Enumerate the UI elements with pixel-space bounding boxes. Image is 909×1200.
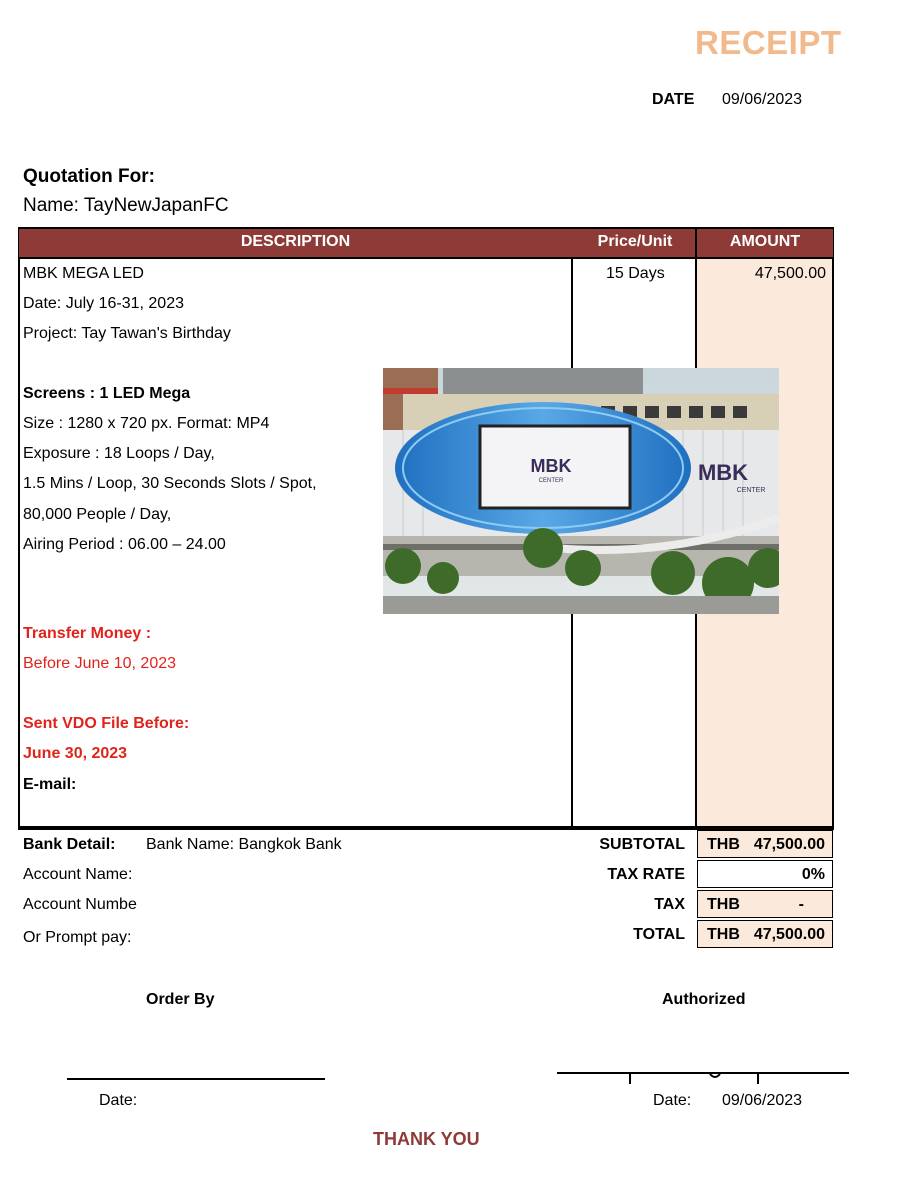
tax-currency: THB [707, 896, 740, 913]
date-label: DATE [652, 91, 695, 108]
account-number-label: Account Numbe [23, 896, 137, 913]
receipt-title: RECEIPT [695, 24, 842, 61]
tax-label: TAX [654, 896, 685, 913]
mbk-billboard-photo [383, 368, 779, 614]
subtotal-value: 47,500.00 [753, 836, 825, 853]
authorized-label: Authorized [662, 991, 746, 1008]
item-project: Project: Tay Tawan's Birthday [23, 325, 231, 342]
subtotal-currency: THB [707, 836, 740, 853]
total-currency: THB [707, 926, 740, 943]
item-people: 80,000 People / Day, [23, 506, 172, 523]
quotation-heading: Quotation For: [23, 166, 155, 187]
transfer-heading: Transfer Money : [23, 625, 152, 642]
vdo-heading: Sent VDO File Before: [23, 715, 190, 732]
item-exposure: Exposure : 18 Loops / Day, [23, 445, 215, 462]
tax-box [697, 890, 833, 918]
column-header-amount: AMOUNT [729, 233, 801, 250]
tax-rate-label: TAX RATE [607, 866, 685, 883]
building-sign-subtext: CENTER [736, 487, 766, 494]
order-by-signature-line [67, 1078, 325, 1080]
account-name-label: Account Name: [23, 866, 133, 883]
subtotal-box [697, 830, 833, 858]
column-header-description: DESCRIPTION [240, 233, 351, 250]
email-label: E-mail: [23, 776, 77, 793]
item-loop: 1.5 Mins / Loop, 30 Seconds Slots / Spot, [23, 475, 317, 492]
bank-name: Bank Name: Bangkok Bank [146, 836, 342, 853]
header-divider [19, 257, 833, 259]
order-by-date-label: Date: [99, 1092, 138, 1109]
subtotal-label: SUBTOTAL [599, 836, 685, 853]
item-size: Size : 1280 x 720 px. Format: MP4 [23, 415, 270, 432]
screen-logo-text: MBK [530, 456, 572, 476]
total-label: TOTAL [633, 926, 685, 943]
vdo-date: June 30, 2023 [23, 745, 128, 762]
column-header-price-unit: Price/Unit [597, 233, 673, 250]
date-value: 09/06/2023 [722, 91, 803, 108]
item-airing: Airing Period : 06.00 – 24.00 [23, 536, 226, 553]
signature-mark [620, 1062, 770, 1086]
price-unit-value: 15 Days [606, 265, 665, 282]
amount-value: 47,500.00 [754, 265, 826, 282]
order-by-label: Order By [146, 991, 215, 1008]
bank-detail-label: Bank Detail: [23, 836, 116, 853]
total-box [697, 920, 833, 948]
total-value: 47,500.00 [753, 926, 825, 943]
item-title: MBK MEGA LED [23, 265, 144, 282]
building-sign-text: MBK [697, 460, 749, 485]
tax-rate-box [697, 860, 833, 888]
item-screens: Screens : 1 LED Mega [23, 385, 191, 402]
authorized-date-label: Date: [653, 1092, 692, 1109]
tax-rate-value: 0% [801, 866, 825, 883]
item-date: Date: July 16-31, 2023 [23, 295, 184, 312]
screen-logo-subtext: CENTER [538, 478, 564, 484]
customer-name: Name: TayNewJapanFC [23, 195, 229, 216]
thank-you-text: THANK YOU [373, 1129, 480, 1149]
authorized-date-value: 09/06/2023 [722, 1092, 803, 1109]
tax-value: - [798, 896, 804, 913]
transfer-date: Before June 10, 2023 [23, 655, 177, 672]
prompt-pay-label: Or Prompt pay: [23, 929, 132, 946]
